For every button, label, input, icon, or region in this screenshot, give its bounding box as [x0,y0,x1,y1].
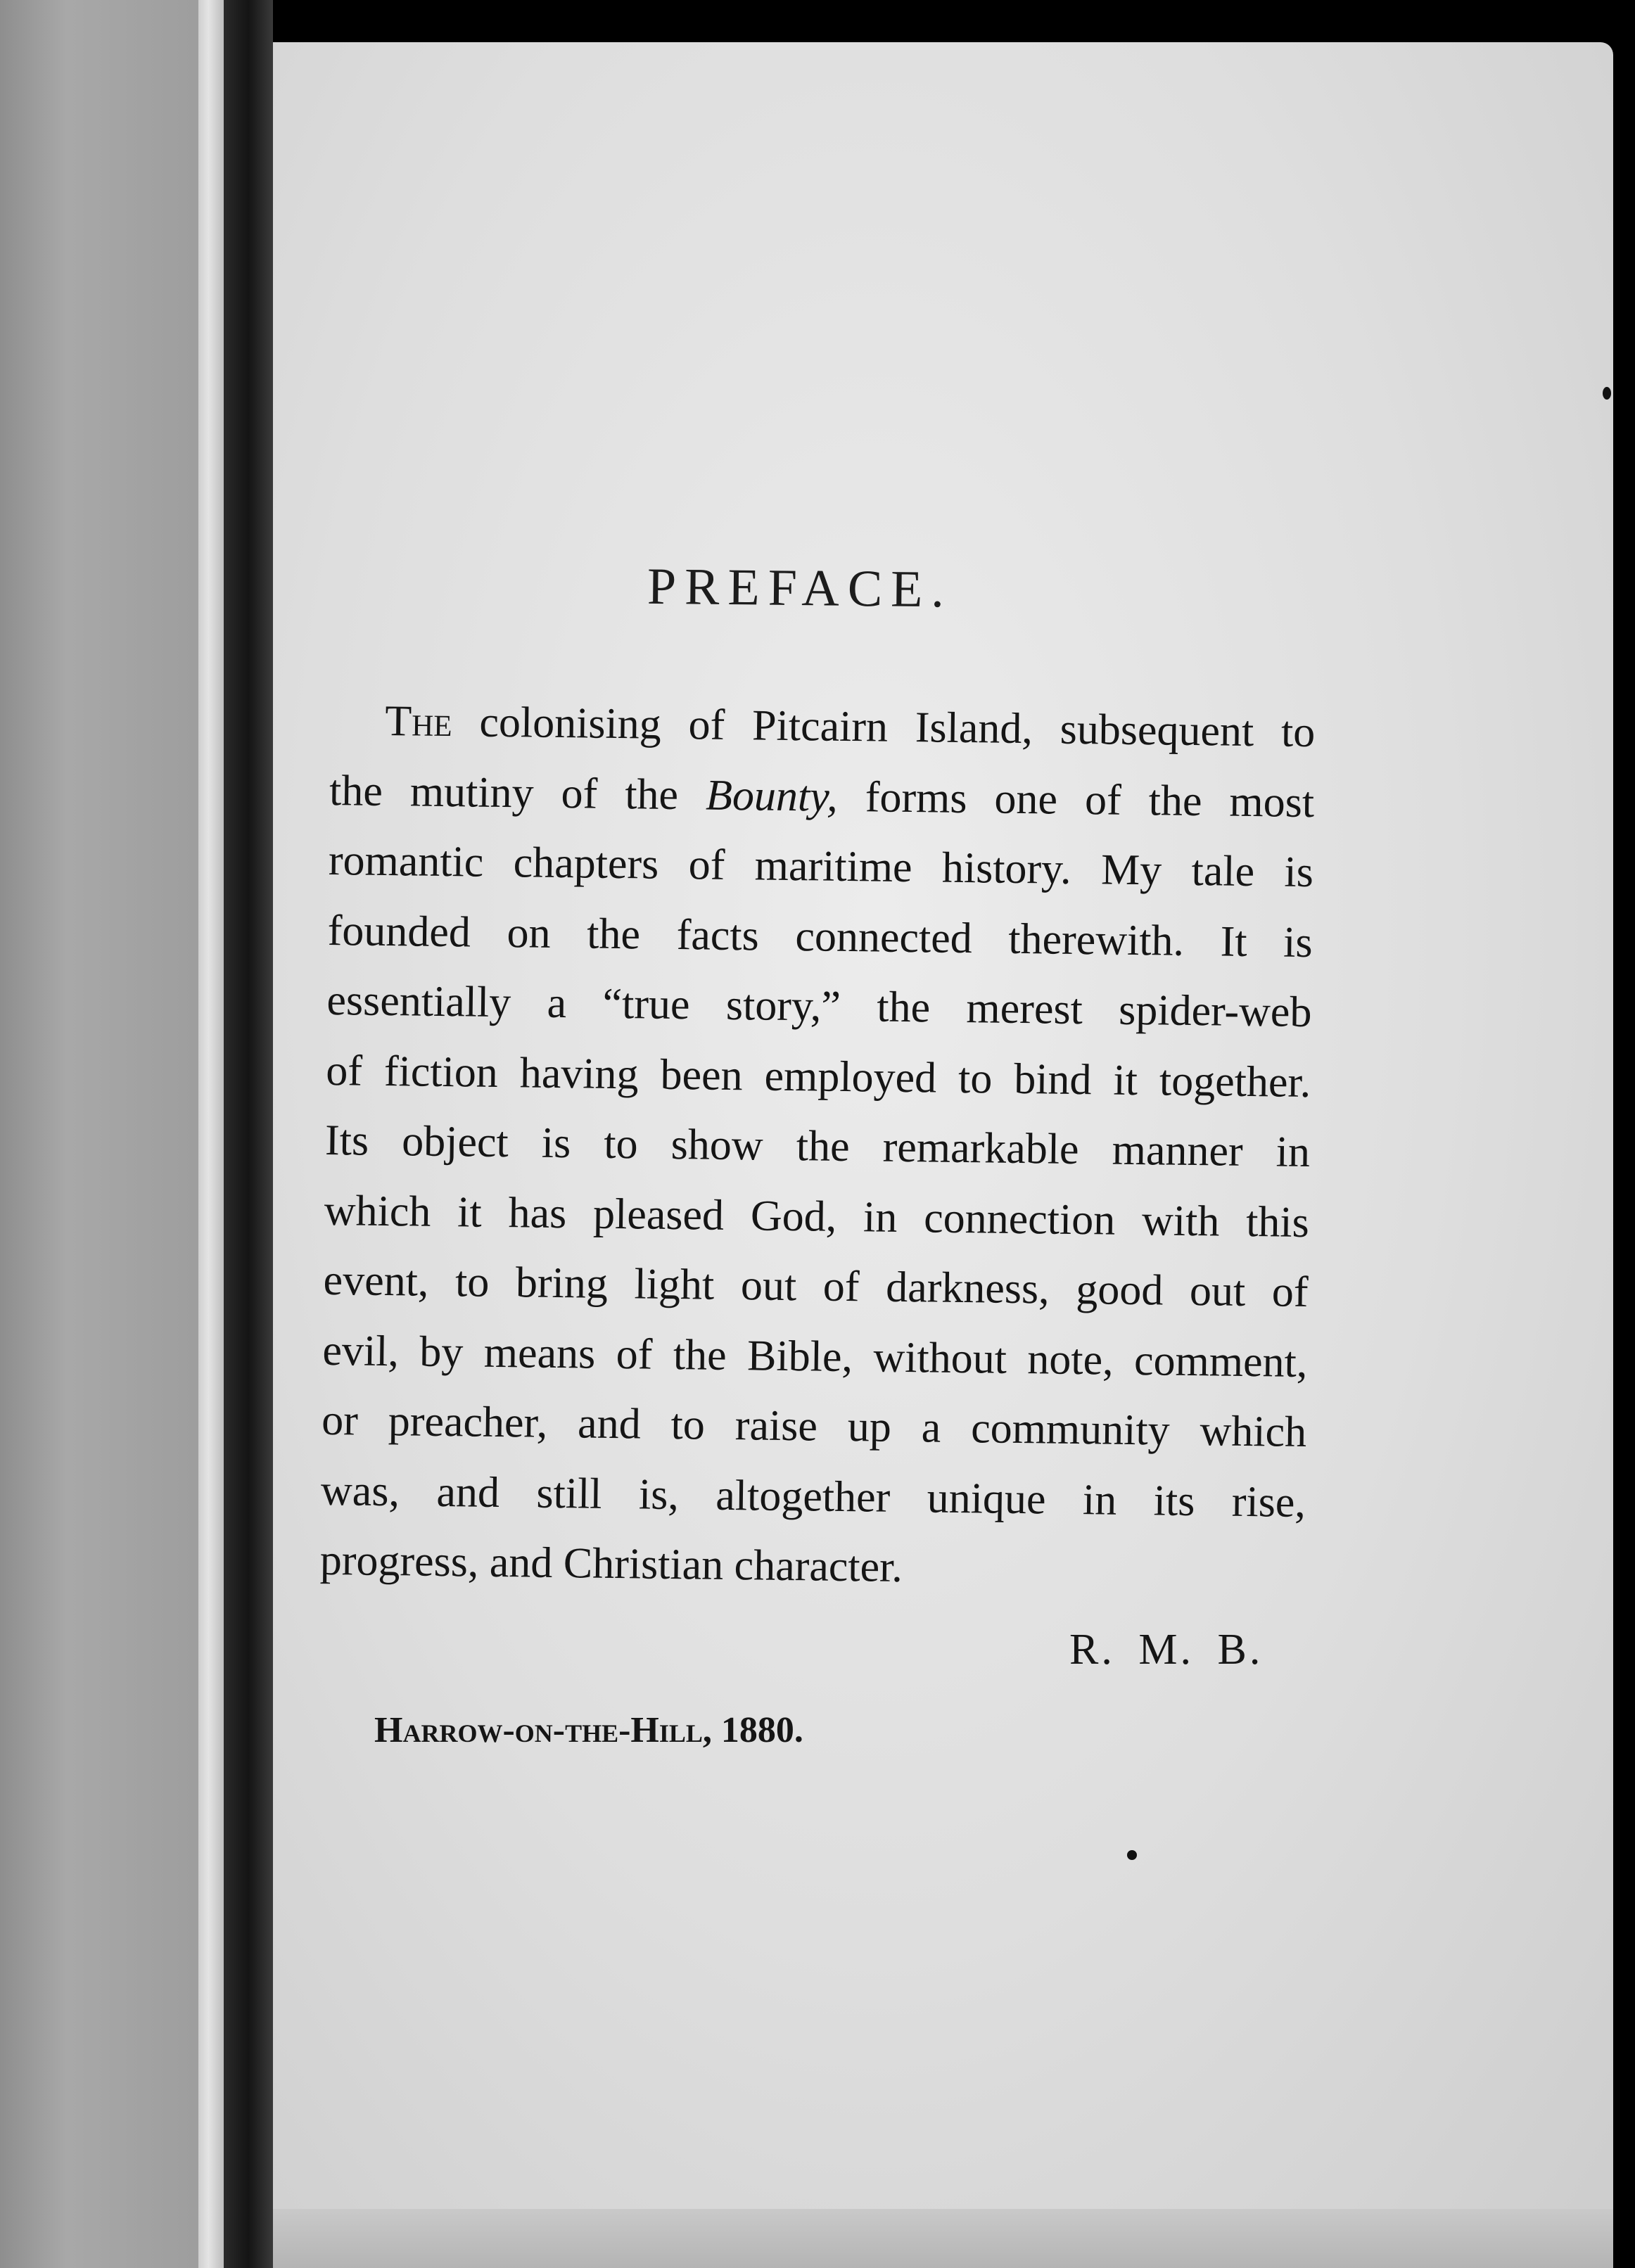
facing-page-edge [198,0,224,2268]
facing-page [0,0,222,2268]
text-line: of fiction having been employed to bind it together. [325,1046,1311,1107]
text-line: which it has pleased God, in connection with this [324,1186,1310,1247]
text-line: The colonising of Pitcairn Island, subsequent to [384,696,1316,757]
text-line: founded on the facts connected therewith. It is [327,906,1313,967]
text-line: progress, and Christian character. [319,1536,903,1592]
text-line: the mutiny of the Bounty, forms one of the most [329,766,1315,827]
text-line: evil, by means of the Bible, without note, comment, [322,1326,1308,1387]
text-line: was, and still is, altogether unique in its rise, [320,1466,1306,1527]
place-and-date: Harrow-on-the-Hill, 1880. [374,1710,803,1750]
lead-word: The [384,696,453,746]
text-line: event, to bring light out of darkness, good out of [323,1256,1309,1317]
ink-speck [1603,387,1611,400]
preface-paragraph [319,686,1316,1608]
text-line: essentially a “true story,” the merest spider-web [326,976,1312,1037]
page-title: PREFACE. [647,557,953,619]
book-gutter [224,0,273,2268]
ink-speck [1127,1850,1137,1860]
page-bottom-edge [273,2209,1613,2268]
author-initials: R. M. B. [1069,1626,1264,1674]
text-line: romantic chapters of maritime history. My tale is [328,836,1314,897]
text-line: Its object is to show the remarkable manner in [324,1116,1311,1177]
text-line: or preacher, and to raise up a community which [321,1396,1307,1457]
ship-name: Bounty, [705,771,839,821]
